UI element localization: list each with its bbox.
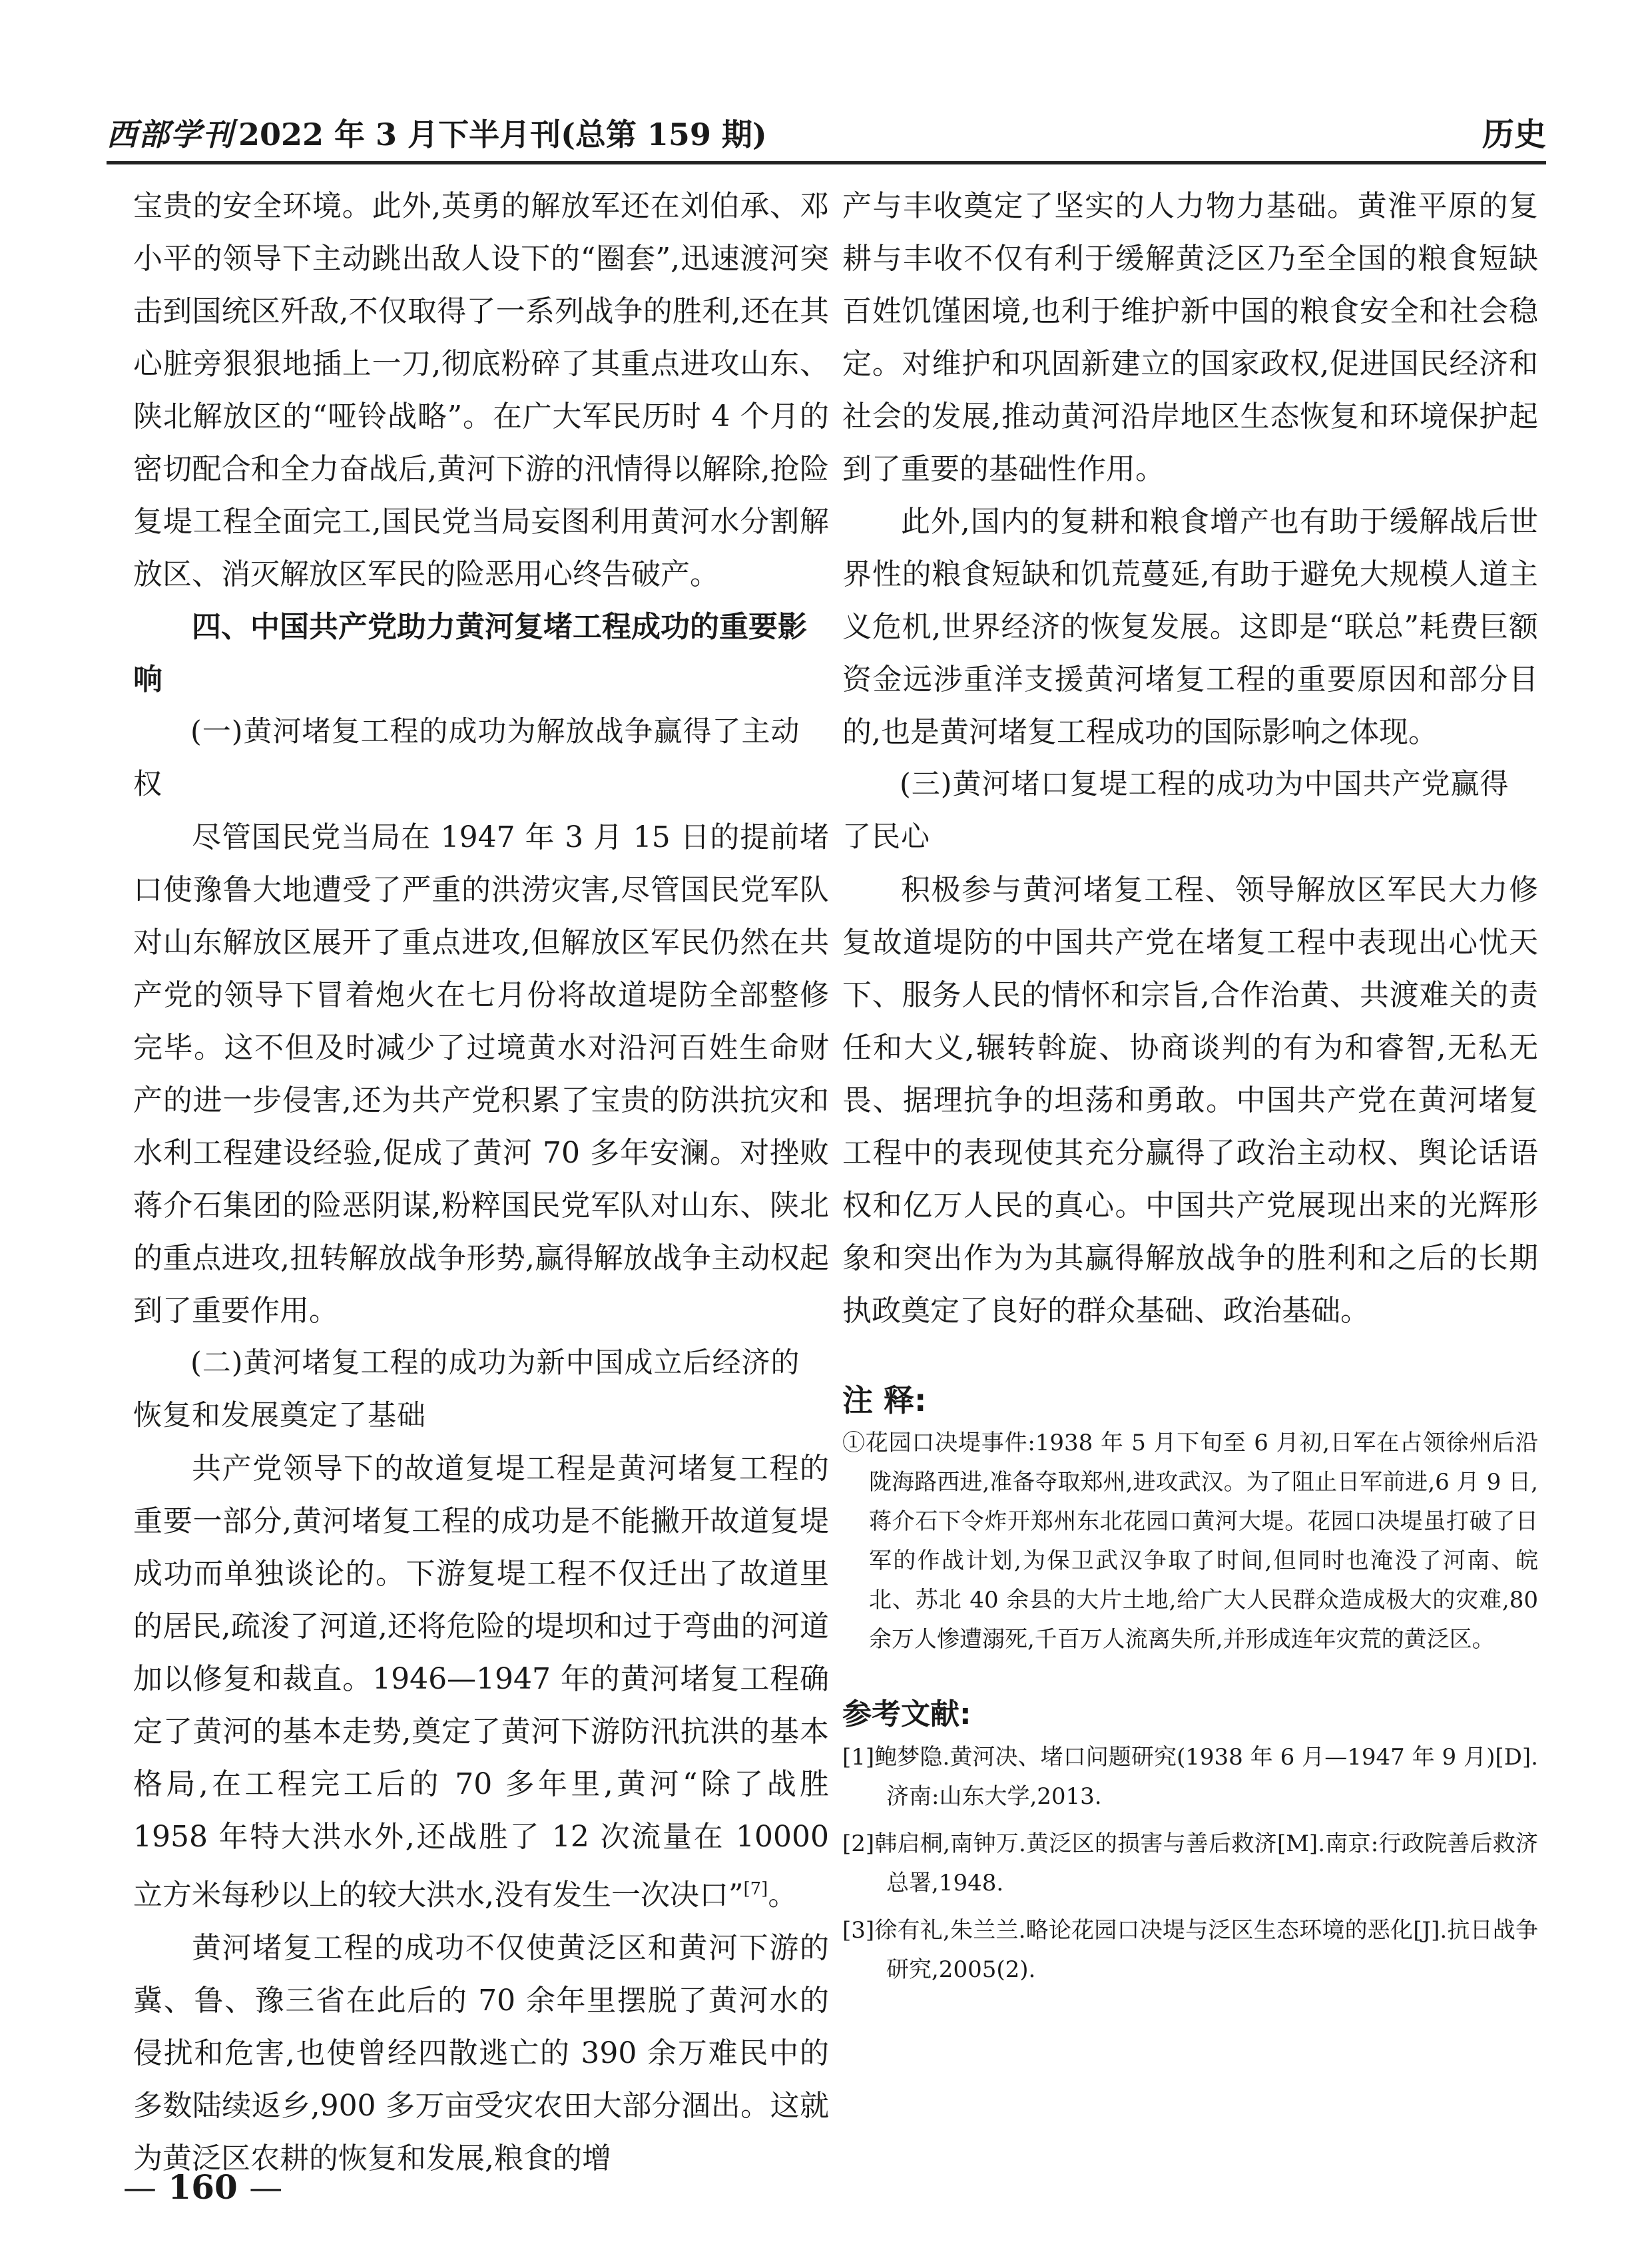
page-number: 160: [168, 2167, 238, 2207]
reference-item: [2]韩启桐,南钟万.黄泛区的损害与善后救济[M].南京:行政院善后救济总署,1948.: [842, 1830, 1538, 1896]
issue-label: 2022 年 3 月下半月刊(总第 159 期): [238, 117, 767, 152]
references-heading: 参考文献:: [842, 1697, 971, 1731]
paragraph-text: 共产党领导下的故道复堤工程是黄河堵复工程的重要一部分,黄河堵复工程的成功是不能撇开故道复堤成功而单独谈论的。下游复堤工程不仅迁出了故道里的居民,疏浚了河道,还将危险的堤坝和过于弯曲的河道加以修复和裁直。1946—1947 年的黄河堵复工程确定了黄河的基本走势,奠定了黄河下游防汛抗洪的基本格局,在工程完工后的 70 多年里,黄河“除了战胜 1958 年特大洪水外,还战胜了 12 次流量在 10000 立方米每秒以上的较大洪水,没有发生一次决口”: [133, 1452, 829, 1912]
subsection-heading: (三)黄河堵口复堤工程的成功为中国共产党赢得了民心: [842, 768, 1510, 854]
footer-dash: —: [123, 2168, 156, 2207]
reference-item: [1]鲍梦隐.黄河决、堵口问题研究(1938 年 6 月—1947 年 9 月)[D].济南:山东大学,2013.: [842, 1744, 1538, 1810]
right-column: [842, 180, 1538, 1998]
left-column: [133, 180, 829, 2185]
paragraph: 积极参与黄河堵复工程、领导解放区军民大力修复故道堤防的中国共产党在堵复工程中表现出心忧天下、服务人民的情怀和宗旨,合作治黄、共渡难关的责任和大义,辗转斡旋、协商谈判的有为和睿智,无私无畏、据理抗争的坦荡和勇敢。中国共产党在黄河堵复工程中的表现使其充分赢得了政治主动权、舆论话语权和亿万人民的真心。中国共产党展现出来的光辉形象和突出作为为其赢得解放战争的胜利和之后的长期执政奠定了良好的群众基础、政治基础。: [842, 873, 1538, 1328]
notes-heading: 注 释:: [842, 1382, 927, 1418]
citation: [7]: [743, 1879, 768, 1899]
section-label: 历史: [1482, 116, 1546, 153]
journal-logo: 西部学刊: [107, 117, 234, 152]
footer-dash: —: [249, 2168, 283, 2207]
reference-item: [3]徐有礼,朱兰兰.略论花园口决堤与泛区生态环境的恶化[J].抗日战争研究,2005(2).: [842, 1917, 1538, 1983]
paragraph: 黄河堵复工程的成功不仅使黄泛区和黄河下游的冀、鲁、豫三省在此后的 70 余年里摆脱了黄河水的侵扰和危害,也使曾经四散逃亡的 390 余万难民中的多数陆续返乡,900 多万亩受灾农田大部分涸出。这就为黄泛区农耕的恢复和发展,粮食的增: [133, 1930, 829, 2175]
page-footer: [123, 2167, 282, 2207]
footnote: ①花园口决堤事件:1938 年 5 月下旬至 6 月初,日军在占领徐州后沿陇海路西进,准备夺取郑州,进攻武汉。为了阻止日军前进,6 月 9 日,蒋介石下令炸开郑州东北花园口黄河大堤。花园口决堤虽打破了日军的作战计划,为保卫武汉争取了时间,但同时也淹没了河南、皖北、苏北 40 余县的大片土地,给广大人民群众造成极大的灾难,80 余万人惨遭溺死,千百万人流离失所,并形成连年灾荒的黄泛区。: [842, 1430, 1538, 1653]
journal-issue-line: [107, 111, 767, 154]
subsection-heading: (一)黄河堵复工程的成功为解放战争赢得了主动权: [133, 715, 800, 801]
paragraph: 产与丰收奠定了坚实的人力物力基础。黄淮平原的复耕与丰收不仅有利于缓解黄泛区乃至全国的粮食短缺百姓饥馑困境,也利于维护新中国的粮食安全和社会稳定。对维护和巩固新建立的国家政权,促进国民经济和社会的发展,推动黄河沿岸地区生态恢复和环境保护起到了重要的基础性作用。: [842, 189, 1538, 486]
paragraph: 此外,国内的复耕和粮食增产也有助于缓解战后世界性的粮食短缺和饥荒蔓延,有助于避免大规模人道主义危机,世界经济的恢复发展。这即是“联总”耗费巨额资金远涉重洋支援黄河堵复工程的重要原因和部分目的,也是黄河堵复工程成功的国际影响之体现。: [842, 505, 1538, 749]
paragraph: [133, 1442, 829, 1922]
paragraph-end: 。: [768, 1878, 798, 1912]
section-heading: 四、中国共产党助力黄河复堵工程成功的重要影响: [133, 610, 807, 697]
paragraph: 尽管国民党当局在 1947 年 3 月 15 日的提前堵口使豫鲁大地遭受了严重的洪涝灾害,尽管国民党军队对山东解放区展开了重点进攻,但解放区军民仍然在共产党的领导下冒着炮火在七月份将故道堤防全部整修完毕。这不但及时减少了过境黄水对沿河百姓生命财产的进一步侵害,还为共产党积累了宝贵的防洪抗灾和水利工程建设经验,促成了黄河 70 多年安澜。对挫败蒋介石集团的险恶阴谋,粉粹国民党军队对山东、陕北的重点进攻,扭转解放战争形势,赢得解放战争主动权起到了重要作用。: [133, 820, 829, 1328]
page-header: [107, 113, 1546, 164]
paragraph: 宝贵的安全环境。此外,英勇的解放军还在刘伯承、邓小平的领导下主动跳出敌人设下的“圈套”,迅速渡河突击到国统区歼敌,不仅取得了一系列战争的胜利,还在其心脏旁狠狠地插上一刀,彻底粉碎了其重点进攻山东、陕北解放区的“哑铃战略”。在广大军民历时 4 个月的密切配合和全力奋战后,黄河下游的汛情得以解除,抢险复堤工程全面完工,国民党当局妄图利用黄河水分割解放区、消灭解放区军民的险恶用心终告破产。: [133, 189, 829, 591]
subsection-heading: (二)黄河堵复工程的成功为新中国成立后经济的恢复和发展奠定了基础: [133, 1346, 800, 1432]
